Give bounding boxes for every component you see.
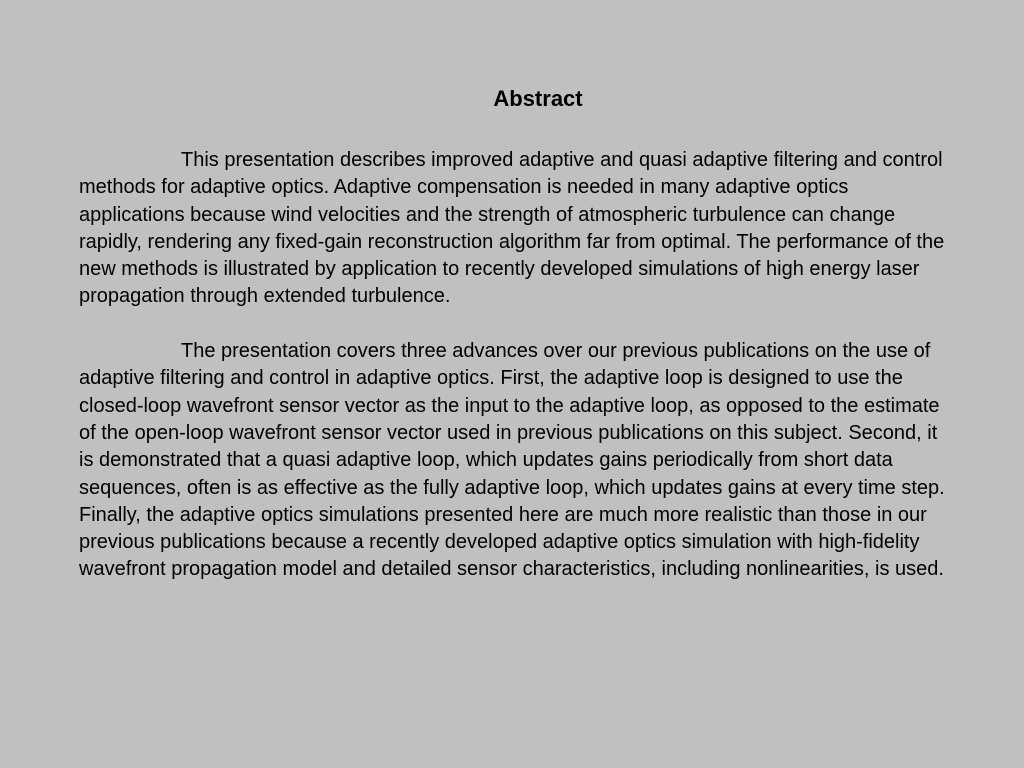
slide-title: Abstract	[493, 86, 583, 111]
abstract-body	[79, 147, 951, 584]
abstract-paragraph-2: The presentation covers three advances over our previous publications on the use of adaptive filtering and control in adaptive optics. First, the adaptive loop is designed to use the closed-loop wavefront sensor vector as the input to the adaptive loop, as opposed to the estimate of the open-loop wavefront sensor vector used in previous publications on this subject. Second, it is demonstrated that a quasi adaptive loop, which updates gains periodically from short data sequences, often is as effective as the fully adaptive loop, which updates gains at every time step. Finally, the adaptive optics simulations presented here are much more realistic than those in our previous publications because a recently developed adaptive optics simulation with high-fidelity wavefront propagation model and detailed sensor characteristics, including nonlinearities, is used.	[79, 340, 945, 581]
abstract-paragraph-1: This presentation describes improved adaptive and quasi adaptive filtering and control methods for adaptive optics. Adaptive compensation is needed in many adaptive optics applications because wind velocities and the strength of atmospheric turbulence can change rapidly, rendering any fixed-gain reconstruction algorithm far from optimal. The performance of the new methods is illustrated by application to recently developed simulations of high energy laser propagation through extended turbulence.	[79, 149, 945, 308]
